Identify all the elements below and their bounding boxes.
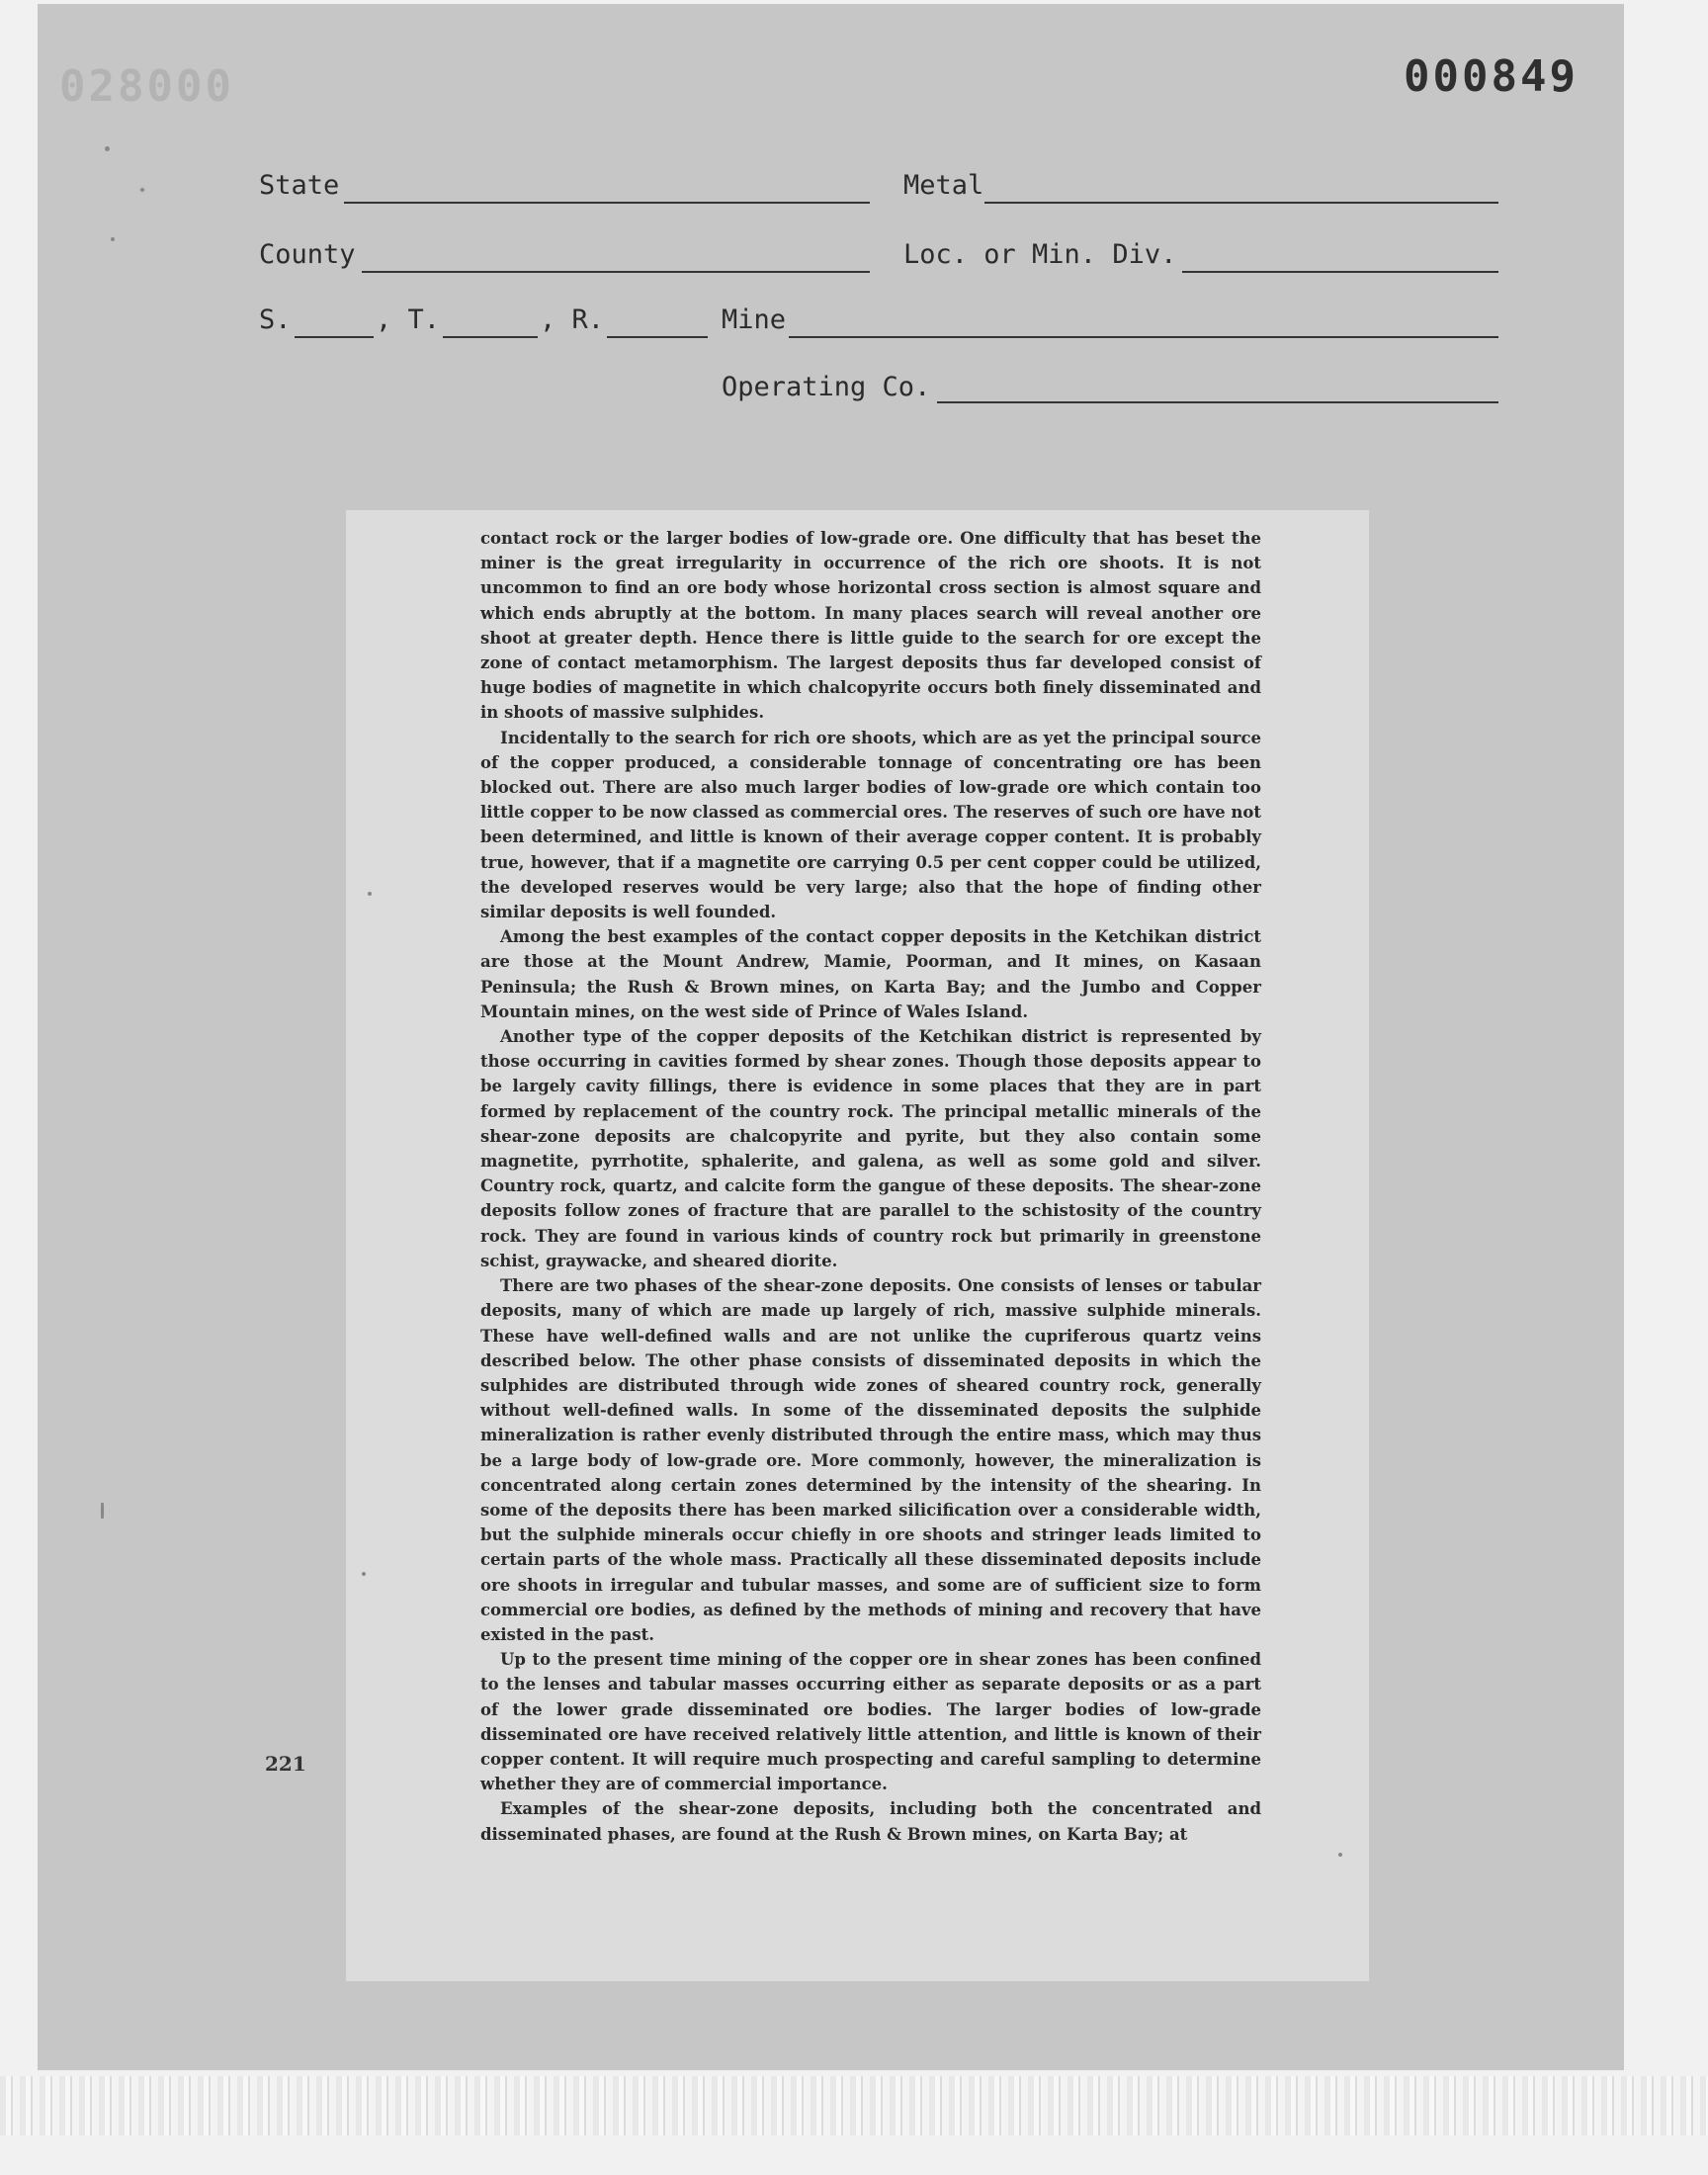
dust-speck — [111, 237, 115, 241]
dust-speck — [105, 146, 110, 151]
metal-label: Metal — [903, 170, 984, 201]
operating-co-label: Operating Co. — [722, 372, 931, 402]
range-label: , R. — [540, 304, 605, 335]
operating-co-field[interactable] — [937, 401, 1498, 403]
report-text — [480, 526, 1261, 1847]
county-label: County — [259, 239, 356, 270]
dust-speck — [1338, 1853, 1342, 1857]
dust-speck — [101, 1503, 104, 1519]
state-field[interactable] — [344, 202, 870, 204]
faded-stamp-number: 028000 — [59, 61, 234, 112]
section-field[interactable] — [295, 336, 374, 338]
paragraph: contact rock or the larger bodies of low-grade ore. One difficulty that has beset the miner is the great irregularity in occurrence of the rich ore shoots. It is not uncommon to find an ore body whose horizontal cross section is almost square and which ends abruptly at the bottom. In many places search will reveal another ore shoot at greater depth. Hence there is little guide to the search for ore except the zone of contact metamorphism. The largest deposits thus far developed consist of huge bodies of magnetite in which chalcopyrite occurs both finely disseminated and in shoots of massive sulphides. — [480, 529, 1261, 723]
paragraph: There are two phases of the shear-zone deposits. One consists of lenses or tabular deposits, many of which are made up largely of rich, massive sulphide minerals. These have well-defined walls and are not unlike the cupriferous quartz veins described below. The other phase consists of disseminated deposits in which the sulphides are distributed through wide zones of sheared country rock, generally without well-defined walls. In some of the disseminated deposits the sulphide mineralization is rather evenly distributed through the entire mass, which may thus be a large body of low-grade ore. More commonly, however, the mineralization is concentrated along certain zones determined by the intensity of the shearing. In some of the deposits there has been marked silicification over a considerable width, but the sulphide minerals occur chiefly in ore shoots and stringer leads limited to certain parts of the whole mass. Practically all these disseminated deposits include ore shoots in irregular and tubular masses, and some are of sufficient size to form commercial ore bodies, as defined by the methods of mining and recovery that have existed in the past. — [480, 1276, 1261, 1644]
dust-speck — [362, 1572, 366, 1576]
paragraph: Examples of the shear-zone deposits, including both the concentrated and disseminated phases, are found at the Rush & Brown mines, on Karta Bay; at — [480, 1799, 1261, 1844]
paragraph: Incidentally to the search for rich ore shoots, which are as yet the principal source of the copper produced, a considerable tonnage of concentrating ore has been blocked out. There are also much larger bodies of low-grade ore which contain too little copper to be now classed as commercial ores. The reserves of such ore have not been determined, and little is known of their average copper content. It is probably true, however, that if a magnetite ore carrying 0.5 per cent copper could be utilized, the developed reserves would be very large; also that the hope of finding other similar deposits is well founded. — [480, 728, 1262, 922]
document-number: 000849 — [1404, 51, 1579, 102]
section-label: S. — [259, 304, 292, 335]
metal-field[interactable] — [984, 202, 1498, 204]
range-field[interactable] — [607, 336, 708, 338]
mine-label: Mine — [722, 304, 787, 335]
dust-speck — [140, 188, 144, 192]
loc-label: Loc. or Min. Div. — [903, 239, 1177, 270]
state-label: State — [259, 170, 340, 201]
dust-speck — [368, 892, 372, 896]
mine-field[interactable] — [789, 336, 1498, 338]
page-number: 221 — [265, 1752, 306, 1776]
county-field[interactable] — [362, 271, 870, 273]
scan-edge — [0, 2076, 1708, 2135]
loc-field[interactable] — [1182, 271, 1498, 273]
paragraph: Another type of the copper deposits of the Ketchikan district is represented by those occurring in cavities formed by shear zones. Though those deposits appear to be largely cavity fillings, there is evidence in some places that they are in part formed by replacement of the country rock. The principal metallic minerals of the shear-zone deposits are chalcopyrite and pyrite, but they also contain some magnetite, pyrrhotite, sphalerite, and galena, as well as some gold and silver. Country rock, quartz, and calcite form the gangue of these deposits. The shear-zone deposits follow zones of fracture that are parallel to the schistosity of the country rock. They are found in various kinds of country rock but primarily in greenstone schist, graywacke, and sheared diorite. — [480, 1027, 1261, 1270]
paragraph: Among the best examples of the contact copper deposits in the Ketchikan district are those at the Mount Andrew, Mamie, Poorman, and It mines, on Kasaan Peninsula; the Rush & Brown mines, on Karta Bay; and the Jumbo and Copper Mountain mines, on the west side of Prince of Wales Island. — [480, 927, 1261, 1021]
township-label: , T. — [376, 304, 441, 335]
township-field[interactable] — [443, 336, 538, 338]
paragraph: Up to the present time mining of the copper ore in shear zones has been confined to the lenses and tabular masses occurring either as separate deposits or as a part of the lower grade disseminated ore bodies. The larger bodies of low-grade disseminated ore have received relatively little attention, and little is known of their copper content. It will require much prospecting and careful sampling to determine whether they are of commercial importance. — [480, 1650, 1261, 1794]
